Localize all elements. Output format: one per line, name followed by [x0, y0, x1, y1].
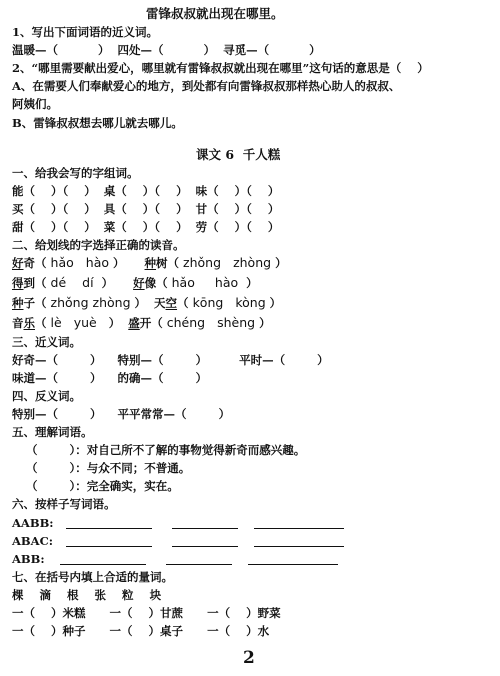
- answer-line: [66, 546, 152, 547]
- option-a-line2: 阿姨们。: [12, 97, 58, 111]
- abb-label: ABB:: [12, 552, 45, 566]
- answer-line: [166, 564, 232, 565]
- pinyin-row: 音乐（ lè yuè ） 盛开（ chéng shèng ）: [12, 315, 271, 330]
- grid-row: 买（ ）（ ） 具（ ）（ ） 甘（ ）（ ）: [12, 202, 280, 216]
- q1-instruction: 1、写出下面词语的近义词。: [12, 25, 159, 39]
- section5-title: 五、理解词语。: [12, 425, 93, 439]
- page-number: 2: [243, 648, 255, 668]
- abac-label: ABAC:: [12, 534, 53, 548]
- definition-row: （ ）：与众不同；不普通。: [26, 461, 191, 475]
- synonym-row: 好奇—（ ） 特别—（ ） 平时—（ ）: [12, 353, 329, 367]
- measure-word-bank: 棵 滴 根 张 粒 块: [12, 588, 162, 602]
- answer-line: [172, 546, 238, 547]
- answer-line: [172, 528, 238, 529]
- definition-row: （ ）：对自己所不了解的事物觉得新奇而感兴趣。: [26, 443, 306, 457]
- option-b: B、雷锋叔叔想去哪儿就去哪儿。: [12, 116, 183, 130]
- antonym-row: 特别—（ ） 平平常常—（ ）: [12, 407, 231, 421]
- q2-question: 2、“哪里需要献出爱心，哪里就有雷锋叔叔就出现在哪里”这句话的意思是（ ）: [12, 61, 429, 75]
- option-a-line1: A、在需要人们奉献爱心的地方，到处都有向雷锋叔叔那样热心助人的叔叔、: [12, 79, 401, 93]
- section6-title: 六、按样子写词语。: [12, 497, 116, 511]
- section3-title: 三、近义词。: [12, 335, 81, 349]
- pinyin-row: 种子（ zhǒng zhòng ） 天空（ kōng kòng ）: [12, 295, 282, 310]
- part1-title: 雷锋叔叔就出现在哪里。: [146, 6, 284, 21]
- grid-row: 能（ ）（ ） 桌（ ）（ ） 味（ ）（ ）: [12, 184, 280, 198]
- grid-row: 甜（ ）（ ） 菜（ ）（ ） 劳（ ）（ ）: [12, 220, 280, 234]
- definition-row: （ ）：完全确实，实在。: [26, 479, 179, 493]
- section7-title: 七、在括号内填上合适的量词。: [12, 570, 173, 584]
- q1-answer-row: 温暖—（ ） 四处—（ ） 寻觅—（ ）: [12, 43, 321, 57]
- answer-line: [254, 528, 344, 529]
- section2-title: 二、给划线的字选择正确的读音。: [12, 238, 185, 252]
- answer-line: [254, 546, 344, 547]
- section4-title: 四、反义词。: [12, 389, 81, 403]
- lesson-title: 课文 6 千人糕: [196, 147, 281, 162]
- measure-row: 一（ ）种子 一（ ）桌子 一（ ）水: [12, 624, 270, 638]
- section1-title: 一、给我会写的字组词。: [12, 166, 139, 180]
- answer-line: [248, 564, 338, 565]
- answer-line: [60, 564, 146, 565]
- synonym-row: 味道—（ ） 的确—（ ）: [12, 371, 208, 385]
- measure-row: 一（ ）米糕 一（ ）甘蔗 一（ ）野菜: [12, 606, 281, 620]
- pinyin-row: 好奇（ hǎo hào ） 种树（ zhǒng zhòng ）: [12, 255, 287, 270]
- answer-line: [66, 528, 152, 529]
- pinyin-row: 得到（ dé dí ） 好像（ hǎo hào ）: [12, 275, 258, 290]
- aabb-label: AABB:: [12, 516, 54, 530]
